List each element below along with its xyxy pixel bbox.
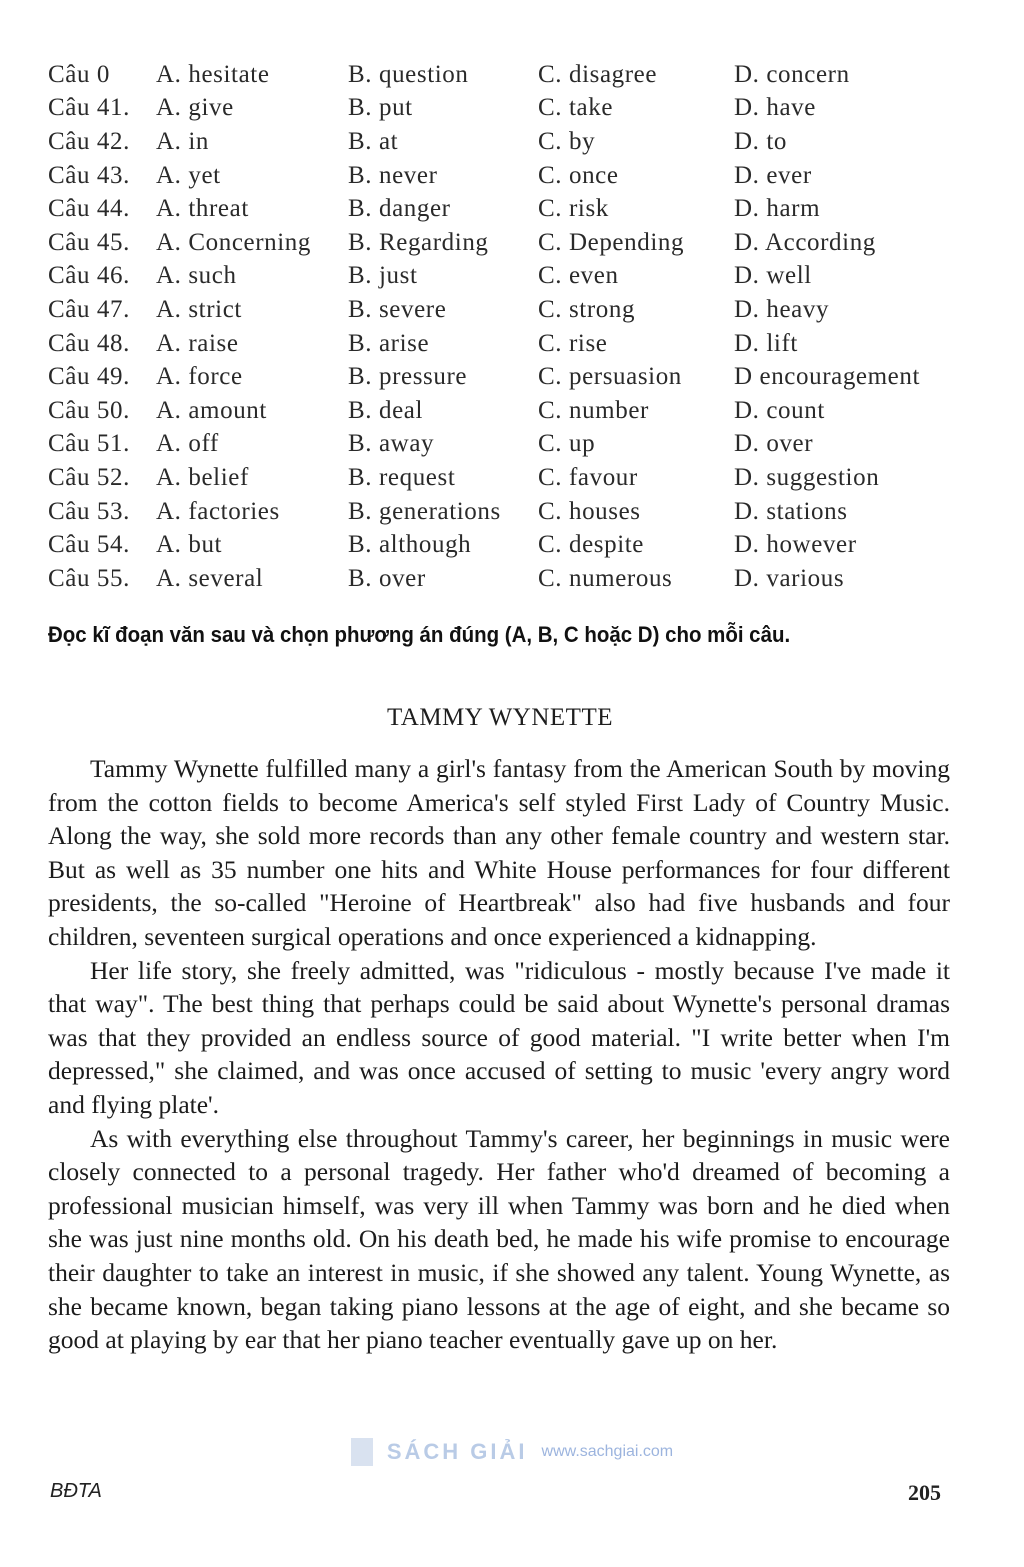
question-row xyxy=(48,562,968,596)
option-b: B. question xyxy=(348,60,469,88)
question-row xyxy=(48,192,968,226)
option-b: B. away xyxy=(348,430,435,458)
option-d: D. well xyxy=(734,262,812,290)
watermark-book-icon xyxy=(351,1438,373,1466)
option-a: A. yet xyxy=(156,161,221,189)
option-a: A. amount xyxy=(156,396,267,424)
question-row xyxy=(48,360,968,394)
option-a: A. such xyxy=(156,262,237,290)
option-d: D. to xyxy=(734,127,787,155)
option-c: C. once xyxy=(538,161,619,189)
option-b: B. Regarding xyxy=(348,228,489,256)
watermark-url: www.sachgiai.com xyxy=(541,1443,674,1460)
option-b: B. never xyxy=(348,161,438,189)
option-b: B. request xyxy=(348,463,456,491)
option-c: C. disagree xyxy=(538,60,658,88)
question-number: Câu 51. xyxy=(48,430,130,458)
option-b: B. pressure xyxy=(348,363,468,391)
question-number: Câu 48. xyxy=(48,329,130,357)
question-number: Câu 0 xyxy=(48,60,111,88)
option-c: C. number xyxy=(538,396,649,424)
answer-options-table xyxy=(48,58,968,596)
option-a: A. hesitate xyxy=(156,60,270,88)
question-number: Câu 43. xyxy=(48,161,130,189)
question-number: Câu 41. xyxy=(48,94,130,122)
option-a: A. but xyxy=(156,531,223,559)
question-number: Câu 50. xyxy=(48,396,130,424)
question-number: Câu 42. xyxy=(48,127,130,155)
option-d: D. however xyxy=(734,531,857,559)
question-number: Câu 44. xyxy=(48,195,130,223)
option-a: A. in xyxy=(156,127,209,155)
option-c: C. favour xyxy=(538,463,638,491)
option-c: C. by xyxy=(538,127,596,155)
option-c: C. take xyxy=(538,94,614,122)
watermark-logo xyxy=(0,1432,1024,1472)
option-d: D. harm xyxy=(734,195,821,223)
question-row xyxy=(48,260,968,294)
passage-body xyxy=(48,752,950,1357)
option-c: C. risk xyxy=(538,195,609,223)
footer-book-code: BĐTA xyxy=(50,1480,102,1502)
option-d: D. suggestion xyxy=(734,463,880,491)
instruction-text: Đọc kĩ đoạn văn sau và chọn phương án đúng (A, B, C hoặc D) cho mỗi câu. xyxy=(48,622,791,647)
option-d: D. heavy xyxy=(734,295,830,323)
option-d: D. lift xyxy=(734,329,798,357)
option-d: D. ever xyxy=(734,161,812,189)
option-b: B. although xyxy=(348,531,472,559)
option-a: A. Concerning xyxy=(156,228,311,256)
question-row xyxy=(48,293,968,327)
question-row xyxy=(48,495,968,529)
question-row xyxy=(48,159,968,193)
option-b: B. generations xyxy=(348,497,501,525)
option-d: D. stations xyxy=(734,497,848,525)
option-b: B. arise xyxy=(348,329,430,357)
option-d: D. count xyxy=(734,396,825,424)
option-d: D. have xyxy=(734,94,816,122)
option-b: B. deal xyxy=(348,396,424,424)
question-row xyxy=(48,92,968,126)
option-a: A. several xyxy=(156,564,264,592)
option-a: A. give xyxy=(156,94,234,122)
question-number: Câu 52. xyxy=(48,463,130,491)
passage-paragraph: Her life story, she freely admitted, was "ridiculous - mostly because I've made it that way". The best thing that perhaps could be said about Wynette's personal dramas was that they provided an endless source of good material. "I write better when I'm depressed," she claimed, and was once accused of setting to music 'every angry word and flying plate'. xyxy=(48,955,950,1119)
question-row xyxy=(48,226,968,260)
question-number: Câu 45. xyxy=(48,228,130,256)
option-c: C. up xyxy=(538,430,596,458)
option-d: D. According xyxy=(734,228,876,256)
option-c: C. numerous xyxy=(538,564,673,592)
option-d: D encouragement xyxy=(734,363,921,391)
question-number: Câu 53. xyxy=(48,497,130,525)
question-number: Câu 46. xyxy=(48,262,130,290)
option-b: B. severe xyxy=(348,295,447,323)
question-row xyxy=(48,461,968,495)
option-c: C. strong xyxy=(538,295,636,323)
option-c: C. persuasion xyxy=(538,363,682,391)
question-row xyxy=(48,327,968,361)
option-a: A. strict xyxy=(156,295,242,323)
question-row xyxy=(48,428,968,462)
option-b: B. danger xyxy=(348,195,451,223)
option-c: C. even xyxy=(538,262,619,290)
question-row xyxy=(48,528,968,562)
watermark-brand: SÁCH GIẢI xyxy=(386,1439,528,1464)
question-row xyxy=(48,58,968,92)
option-c: C. houses xyxy=(538,497,641,525)
option-a: A. factories xyxy=(156,497,280,525)
question-number: Câu 49. xyxy=(48,363,130,391)
option-d: D. various xyxy=(734,564,845,592)
option-c: C. despite xyxy=(538,531,644,559)
question-number: Câu 55. xyxy=(48,564,130,592)
option-c: C. rise xyxy=(538,329,608,357)
option-b: B. at xyxy=(348,127,399,155)
option-d: D. concern xyxy=(734,60,850,88)
question-row xyxy=(48,394,968,428)
option-b: B. put xyxy=(348,94,413,122)
page-number: 205 xyxy=(908,1480,941,1505)
question-number: Câu 54. xyxy=(48,531,130,559)
option-a: A. belief xyxy=(156,463,249,491)
passage-title: TAMMY WYNETTE xyxy=(387,704,613,731)
passage-paragraph: Tammy Wynette fulfilled many a girl's fantasy from the American South by moving from the cotton fields to become America's self styled First Lady of Country Music. Along the way, she sold more records than any other female country and western star. But as well as 35 number one hits and White House performances for four different presidents, the so-called "Heroine of Heartbreak" also had five husbands and four children, seventeen surgical operations and once experienced a kidnapping. xyxy=(48,754,950,951)
option-a: A. force xyxy=(156,363,243,391)
option-b: B. over xyxy=(348,564,426,592)
option-b: B. just xyxy=(348,262,418,290)
option-a: A. off xyxy=(156,430,219,458)
question-row xyxy=(48,125,968,159)
option-a: A. raise xyxy=(156,329,239,357)
option-d: D. over xyxy=(734,430,814,458)
passage-paragraph: As with everything else throughout Tammy's career, her beginnings in music were closely connected to a personal tragedy. Her father who'd dreamed of becoming a professional musician himself, was very ill when Tammy was born and he died when she was just nine months old. On his death bed, he made his wife promise to encourage their daughter to take an interest in music, if she showed any talent. Young Wynette, as she became known, began taking piano lessons at the age of eight, and she became so good at playing by ear that her piano teacher eventually gave up on her. xyxy=(48,1123,950,1355)
option-a: A. threat xyxy=(156,195,249,223)
question-number: Câu 47. xyxy=(48,295,130,323)
option-c: C. Depending xyxy=(538,228,685,256)
